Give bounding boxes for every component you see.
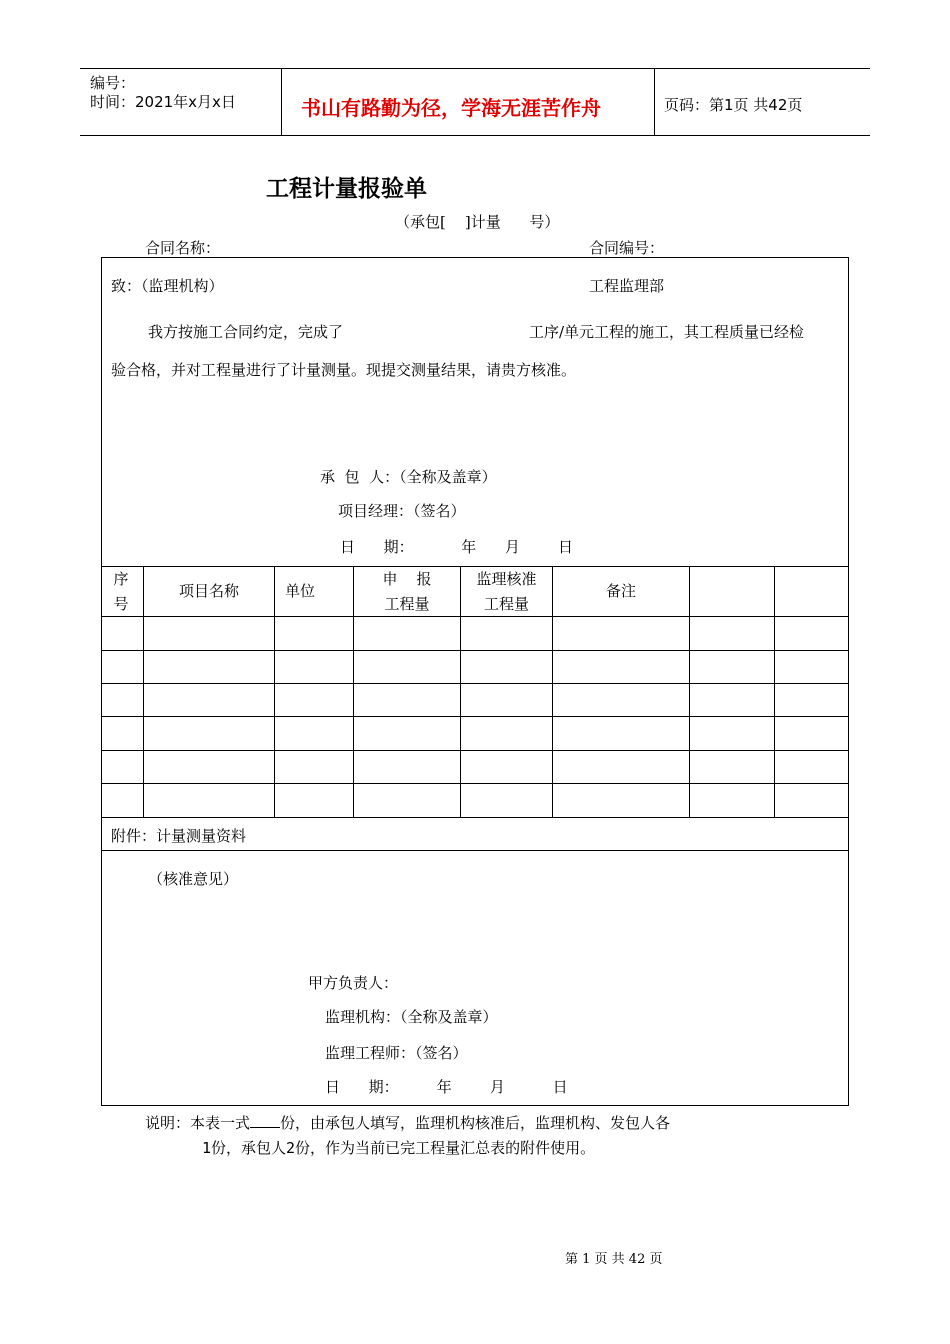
header-approved-qty-line2: 工程量 xyxy=(483,595,529,613)
page-info: 页码：第1页 共42页 xyxy=(664,96,803,114)
approval-opinion-label: （核准意见） xyxy=(148,870,239,888)
contract-name-label: 合同名称： xyxy=(145,239,221,257)
contractor-date-label: 日 期： 年 月 日 xyxy=(340,538,574,556)
header-remark: 备注 xyxy=(605,582,636,600)
supervisor-engineer-label: 监理工程师：（签名） xyxy=(325,1044,468,1062)
header-top-rule xyxy=(80,68,870,69)
attachment-label: 附件：计量测量资料 xyxy=(111,827,247,845)
header-divider-left xyxy=(281,68,282,136)
table-row-rule xyxy=(101,650,849,651)
header-declared-qty-line1: 申 报 xyxy=(382,570,432,588)
approval-date-label: 日 期： 年 月 日 xyxy=(325,1078,568,1096)
recipient-label: 致：（监理机构） xyxy=(111,277,224,295)
statement-line-1b: 工序/单元工程的施工，其工程质量已经检 xyxy=(529,323,805,341)
form-title: 工程计量报验单 xyxy=(266,175,427,202)
table-row-rule xyxy=(101,750,849,751)
document-time-label: 时间：2021年x月x日 xyxy=(90,93,236,111)
table-col-divider xyxy=(774,566,775,817)
document-number-label: 编号： xyxy=(90,74,136,92)
table-bottom-rule xyxy=(101,817,849,818)
header-declared-qty-line2: 工程量 xyxy=(384,595,430,613)
table-row-rule xyxy=(101,716,849,717)
supervision-dept-label: 工程监理部 xyxy=(589,277,665,295)
table-col-divider xyxy=(689,566,690,817)
header-unit: 单位 xyxy=(284,582,315,600)
project-manager-label: 项目经理：（签名） xyxy=(338,502,466,520)
contractor-signature-label: 承 包 人：（全称及盖章） xyxy=(320,468,497,486)
header-approved-qty-line1: 监理核准 xyxy=(476,570,537,588)
form-frame xyxy=(101,257,849,1106)
page-footer: 第 1 页 共 42 页 xyxy=(565,1252,663,1267)
table-row-rule xyxy=(101,683,849,684)
header-bottom-rule xyxy=(80,135,870,136)
attachment-bottom-rule xyxy=(101,850,849,851)
header-item-name: 项目名称 xyxy=(178,582,239,600)
note-line-1b: 份，由承包人填写，监理机构核准后，监理机构、发包人各 xyxy=(280,1114,671,1132)
header-motto: 书山有路勤为径，学海无涯苦作舟 xyxy=(301,96,601,120)
supervisor-org-label: 监理机构：（全称及盖章） xyxy=(325,1008,498,1026)
statement-line-1a: 我方按施工合同约定，完成了 xyxy=(148,323,344,341)
statement-line-2: 验合格，并对工程量进行了计量测量。现提交测量结果，请贵方核准。 xyxy=(111,361,577,379)
note-line-1a: 说明：本表一式 xyxy=(145,1114,251,1132)
owner-representative-label: 甲方负责人： xyxy=(308,974,399,992)
note-line-2: 1份，承包人2份，作为当前已完工程量汇总表的附件使用。 xyxy=(202,1139,596,1157)
copies-blank xyxy=(250,1113,280,1128)
header-divider-right xyxy=(654,68,655,136)
header-seq: 序号 xyxy=(113,570,129,613)
note-line-1 xyxy=(145,1112,670,1133)
form-subtitle: （承包[ ]计量 号） xyxy=(395,213,560,231)
contract-number-label: 合同编号： xyxy=(589,239,665,257)
table-row-rule xyxy=(101,783,849,784)
